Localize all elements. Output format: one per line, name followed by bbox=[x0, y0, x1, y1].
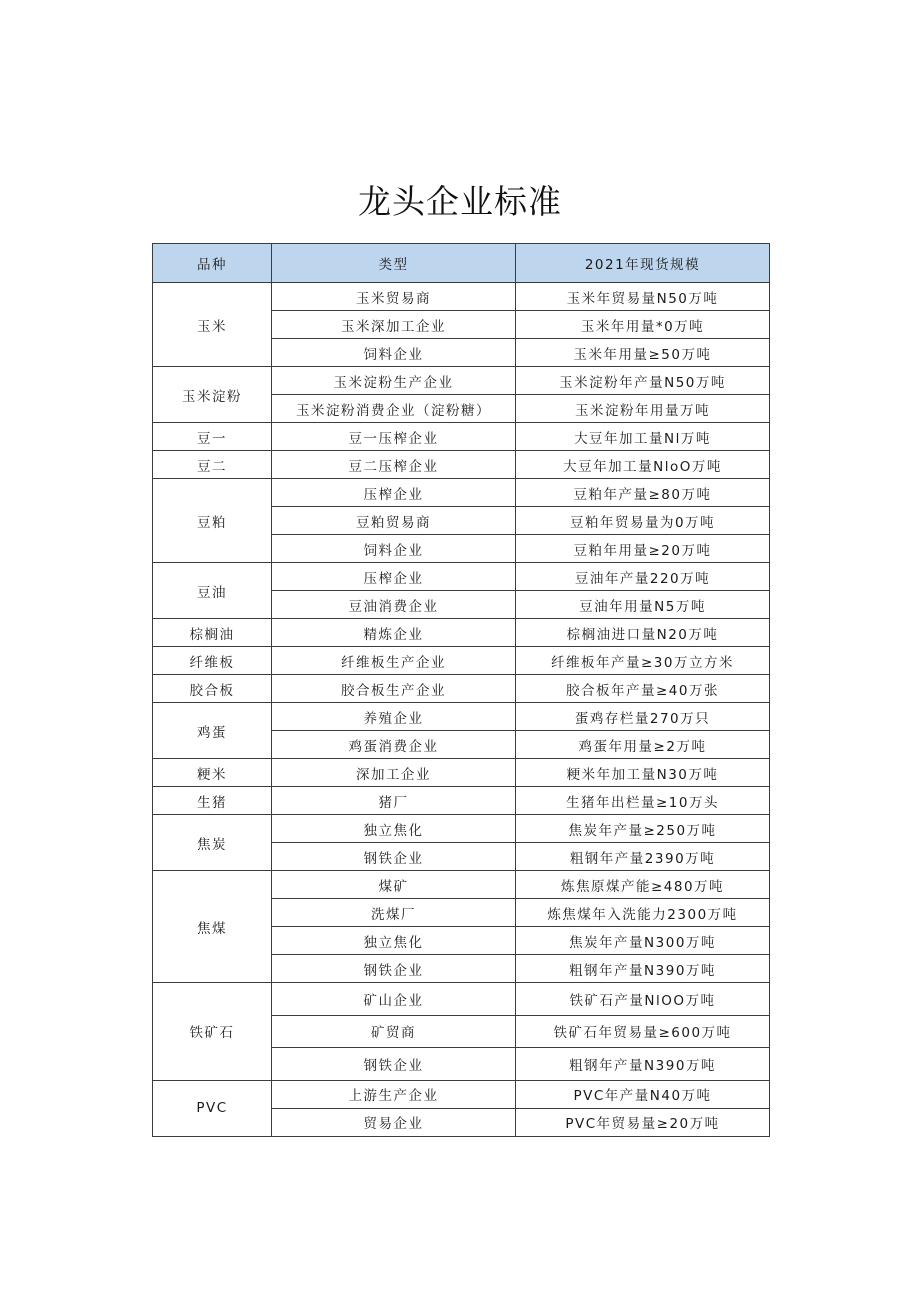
variety-cell: 玉米 bbox=[153, 283, 272, 367]
table-row bbox=[153, 647, 770, 675]
enterprise-type-cell: 豆二压榨企业 bbox=[272, 451, 516, 479]
header-scale: 2021年现货规模 bbox=[516, 244, 770, 283]
spot-scale-cell: 生猪年出栏量≥10万头 bbox=[516, 787, 770, 815]
enterprise-type-cell: 鸡蛋消费企业 bbox=[272, 731, 516, 759]
enterprise-type-cell: 玉米淀粉生产企业 bbox=[272, 367, 516, 395]
spot-scale-cell: 焦炭年产量≥250万吨 bbox=[516, 815, 770, 843]
spot-scale-cell: 粳米年加工量N30万吨 bbox=[516, 759, 770, 787]
variety-cell: 豆一 bbox=[153, 423, 272, 451]
table-row bbox=[153, 367, 770, 395]
spot-scale-cell: 大豆年加工量Nl万吨 bbox=[516, 423, 770, 451]
enterprise-type-cell: 豆油消费企业 bbox=[272, 591, 516, 619]
spot-scale-cell: 玉米年用量*0万吨 bbox=[516, 311, 770, 339]
spot-scale-cell: 铁矿石产量NlOO万吨 bbox=[516, 983, 770, 1016]
table-row bbox=[153, 451, 770, 479]
variety-cell: 棕榈油 bbox=[153, 619, 272, 647]
enterprise-type-cell: 精炼企业 bbox=[272, 619, 516, 647]
table-row bbox=[153, 479, 770, 507]
spot-scale-cell: 豆粕年产量≥80万吨 bbox=[516, 479, 770, 507]
variety-cell: 豆二 bbox=[153, 451, 272, 479]
spot-scale-cell: 豆粕年贸易量为0万吨 bbox=[516, 507, 770, 535]
table-body bbox=[153, 283, 770, 1137]
spot-scale-cell: 焦炭年产量N300万吨 bbox=[516, 927, 770, 955]
header-type: 类型 bbox=[272, 244, 516, 283]
variety-cell: 焦炭 bbox=[153, 815, 272, 871]
table-row bbox=[153, 983, 770, 1016]
page-title: 龙头企业标准 bbox=[358, 182, 562, 221]
spot-scale-cell: PVC年贸易量≥20万吨 bbox=[516, 1108, 770, 1136]
table-row bbox=[153, 871, 770, 899]
enterprise-type-cell: 玉米深加工企业 bbox=[272, 311, 516, 339]
enterprise-type-cell: 钢铁企业 bbox=[272, 1048, 516, 1081]
enterprise-type-cell: 独立焦化 bbox=[272, 815, 516, 843]
enterprise-type-cell: 胶合板生产企业 bbox=[272, 675, 516, 703]
spot-scale-cell: 胶合板年产量≥40万张 bbox=[516, 675, 770, 703]
enterprise-type-cell: 钢铁企业 bbox=[272, 843, 516, 871]
variety-cell: 玉米淀粉 bbox=[153, 367, 272, 423]
variety-cell: 纤维板 bbox=[153, 647, 272, 675]
spot-scale-cell: 粗钢年产量N390万吨 bbox=[516, 955, 770, 983]
enterprise-type-cell: 深加工企业 bbox=[272, 759, 516, 787]
enterprise-type-cell: 猪厂 bbox=[272, 787, 516, 815]
variety-cell: 粳米 bbox=[153, 759, 272, 787]
variety-cell: 豆油 bbox=[153, 563, 272, 619]
variety-cell: 鸡蛋 bbox=[153, 703, 272, 759]
enterprise-type-cell: 玉米贸易商 bbox=[272, 283, 516, 311]
enterprise-type-cell: 玉米淀粉消费企业（淀粉糖） bbox=[272, 395, 516, 423]
table-row bbox=[153, 675, 770, 703]
enterprise-type-cell: 豆一压榨企业 bbox=[272, 423, 516, 451]
header-row bbox=[153, 244, 770, 283]
spot-scale-cell: 粗钢年产量N390万吨 bbox=[516, 1048, 770, 1081]
spot-scale-cell: 鸡蛋年用量≥2万吨 bbox=[516, 731, 770, 759]
enterprise-type-cell: 独立焦化 bbox=[272, 927, 516, 955]
variety-cell: 生猪 bbox=[153, 787, 272, 815]
spot-scale-cell: 炼焦煤年入洗能力2300万吨 bbox=[516, 899, 770, 927]
enterprise-type-cell: 饲料企业 bbox=[272, 535, 516, 563]
table-row bbox=[153, 423, 770, 451]
enterprise-type-cell: 压榨企业 bbox=[272, 563, 516, 591]
table-row bbox=[153, 563, 770, 591]
table-row bbox=[153, 283, 770, 311]
table-row bbox=[153, 619, 770, 647]
spot-scale-cell: 棕榈油进口量N20万吨 bbox=[516, 619, 770, 647]
spot-scale-cell: 蛋鸡存栏量270万只 bbox=[516, 703, 770, 731]
spot-scale-cell: PVC年产量N40万吨 bbox=[516, 1080, 770, 1108]
enterprise-type-cell: 饲料企业 bbox=[272, 339, 516, 367]
enterprise-type-cell: 压榨企业 bbox=[272, 479, 516, 507]
spot-scale-cell: 玉米淀粉年用量万吨 bbox=[516, 395, 770, 423]
variety-cell: 豆粕 bbox=[153, 479, 272, 563]
variety-cell: 胶合板 bbox=[153, 675, 272, 703]
enterprise-type-cell: 豆粕贸易商 bbox=[272, 507, 516, 535]
spot-scale-cell: 豆油年产量220万吨 bbox=[516, 563, 770, 591]
table-header bbox=[153, 244, 770, 283]
spot-scale-cell: 豆油年用量N5万吨 bbox=[516, 591, 770, 619]
header-variety: 品种 bbox=[153, 244, 272, 283]
table-row bbox=[153, 759, 770, 787]
spot-scale-cell: 粗钢年产量2390万吨 bbox=[516, 843, 770, 871]
enterprise-type-cell: 矿山企业 bbox=[272, 983, 516, 1016]
spot-scale-cell: 玉米年用量≥50万吨 bbox=[516, 339, 770, 367]
spot-scale-cell: 豆粕年用量≥20万吨 bbox=[516, 535, 770, 563]
enterprise-type-cell: 贸易企业 bbox=[272, 1108, 516, 1136]
table-row bbox=[153, 815, 770, 843]
spot-scale-cell: 铁矿石年贸易量≥600万吨 bbox=[516, 1015, 770, 1048]
spot-scale-cell: 炼焦原煤产能≥480万吨 bbox=[516, 871, 770, 899]
variety-cell: 焦煤 bbox=[153, 871, 272, 983]
variety-cell: 铁矿石 bbox=[153, 983, 272, 1081]
enterprise-type-cell: 钢铁企业 bbox=[272, 955, 516, 983]
table-row bbox=[153, 703, 770, 731]
variety-cell: PVC bbox=[153, 1080, 272, 1136]
spot-scale-cell: 玉米淀粉年产量N50万吨 bbox=[516, 367, 770, 395]
standards-table bbox=[152, 243, 770, 1137]
table-row bbox=[153, 1080, 770, 1108]
enterprise-type-cell: 养殖企业 bbox=[272, 703, 516, 731]
table-row bbox=[153, 787, 770, 815]
enterprise-type-cell: 洗煤厂 bbox=[272, 899, 516, 927]
spot-scale-cell: 玉米年贸易量N50万吨 bbox=[516, 283, 770, 311]
enterprise-type-cell: 矿贸商 bbox=[272, 1015, 516, 1048]
enterprise-type-cell: 上游生产企业 bbox=[272, 1080, 516, 1108]
spot-scale-cell: 纤维板年产量≥30万立方米 bbox=[516, 647, 770, 675]
enterprise-type-cell: 煤矿 bbox=[272, 871, 516, 899]
enterprise-type-cell: 纤维板生产企业 bbox=[272, 647, 516, 675]
spot-scale-cell: 大豆年加工量NloO万吨 bbox=[516, 451, 770, 479]
